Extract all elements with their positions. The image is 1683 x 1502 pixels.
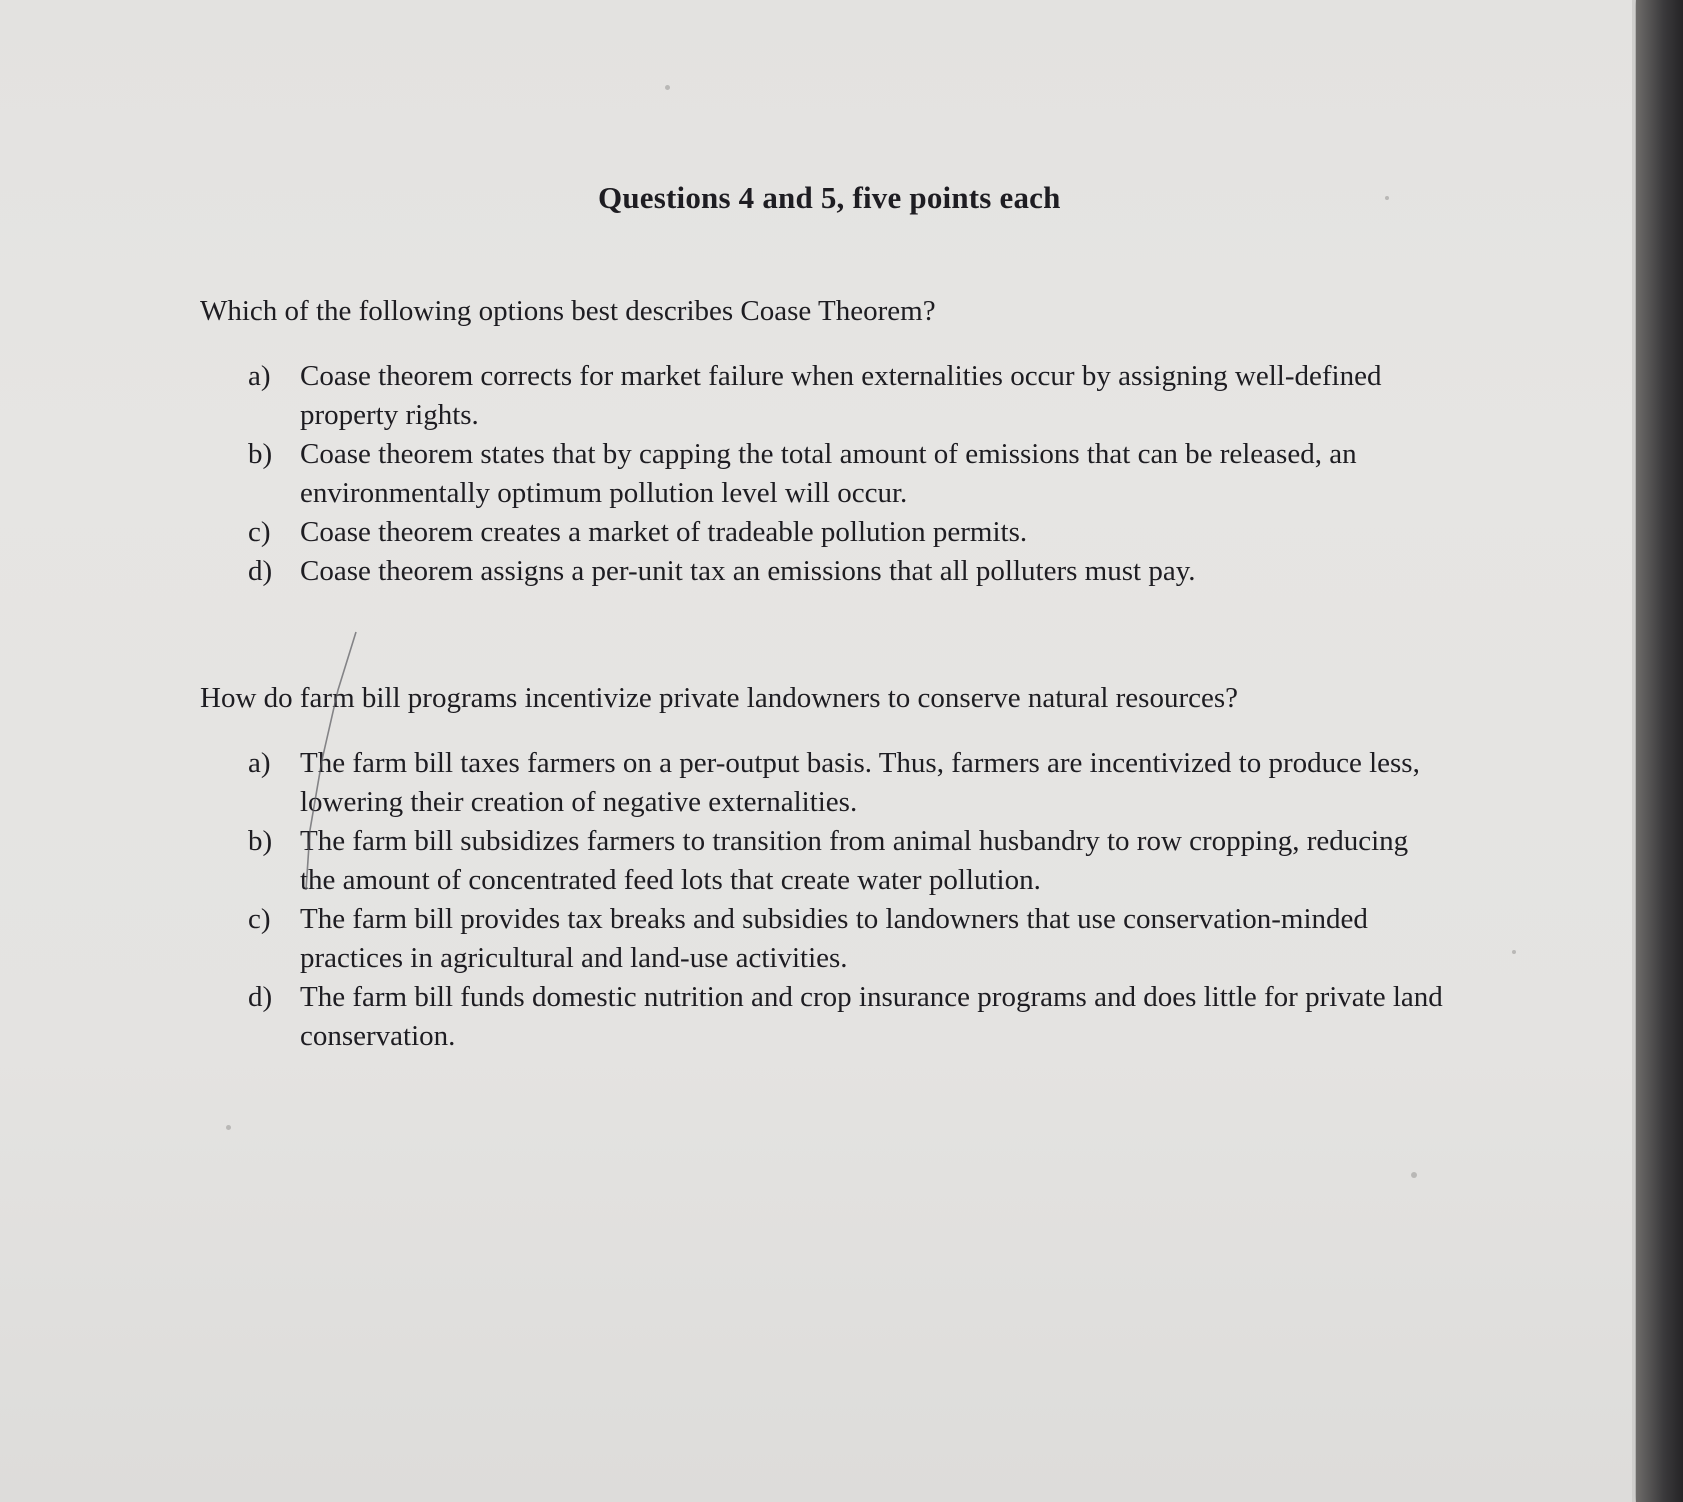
page-heading: Questions 4 and 5, five points each xyxy=(598,180,1061,215)
option-letter: d) xyxy=(248,555,273,587)
question-5-option-a xyxy=(248,744,1448,822)
question-4-option-a xyxy=(248,357,1448,435)
option-text: Coase theorem corrects for market failure when externalities occur by assigning well-defined property rights. xyxy=(300,360,1382,431)
option-text: Coase theorem creates a market of tradeable pollution permits. xyxy=(300,516,1028,548)
monitor-edge xyxy=(1636,0,1683,1502)
option-letter: a) xyxy=(248,747,271,779)
question-5-options xyxy=(248,744,1448,1056)
question-4-option-d xyxy=(248,552,1448,591)
option-letter: c) xyxy=(248,903,271,935)
option-text: The farm bill funds domestic nutrition and crop insurance programs and does little for private land conservation. xyxy=(300,981,1443,1052)
option-letter: b) xyxy=(248,825,273,857)
question-5-option-d xyxy=(248,978,1448,1056)
option-letter: a) xyxy=(248,360,271,392)
question-4-options xyxy=(248,357,1448,591)
option-text: The farm bill provides tax breaks and subsidies to landowners that use conservation-minded practices in agricultural and land-use activities. xyxy=(300,903,1368,974)
question-4-option-b xyxy=(248,435,1448,513)
option-letter: c) xyxy=(248,516,271,548)
question-4-prompt: Which of the following options best describes Coase Theorem? xyxy=(200,295,936,327)
option-text: Coase theorem assigns a per-unit tax an emissions that all polluters must pay. xyxy=(300,555,1196,587)
option-letter: b) xyxy=(248,438,273,470)
option-text: Coase theorem states that by capping the total amount of emissions that can be released, an environmentally optimum pollution level will occur. xyxy=(300,438,1357,509)
question-5-option-c xyxy=(248,900,1448,978)
question-5-prompt: How do farm bill programs incentivize private landowners to conserve natural resources? xyxy=(200,682,1238,714)
option-text: The farm bill taxes farmers on a per-output basis. Thus, farmers are incentivized to produce less, lowering their creation of negative externalities. xyxy=(300,747,1420,818)
option-letter: d) xyxy=(248,981,273,1013)
question-5-option-b xyxy=(248,822,1448,900)
option-text: The farm bill subsidizes farmers to transition from animal husbandry to row cropping, reducing the amount of concentrated feed lots that create water pollution. xyxy=(300,825,1409,896)
question-4-option-c xyxy=(248,513,1448,552)
